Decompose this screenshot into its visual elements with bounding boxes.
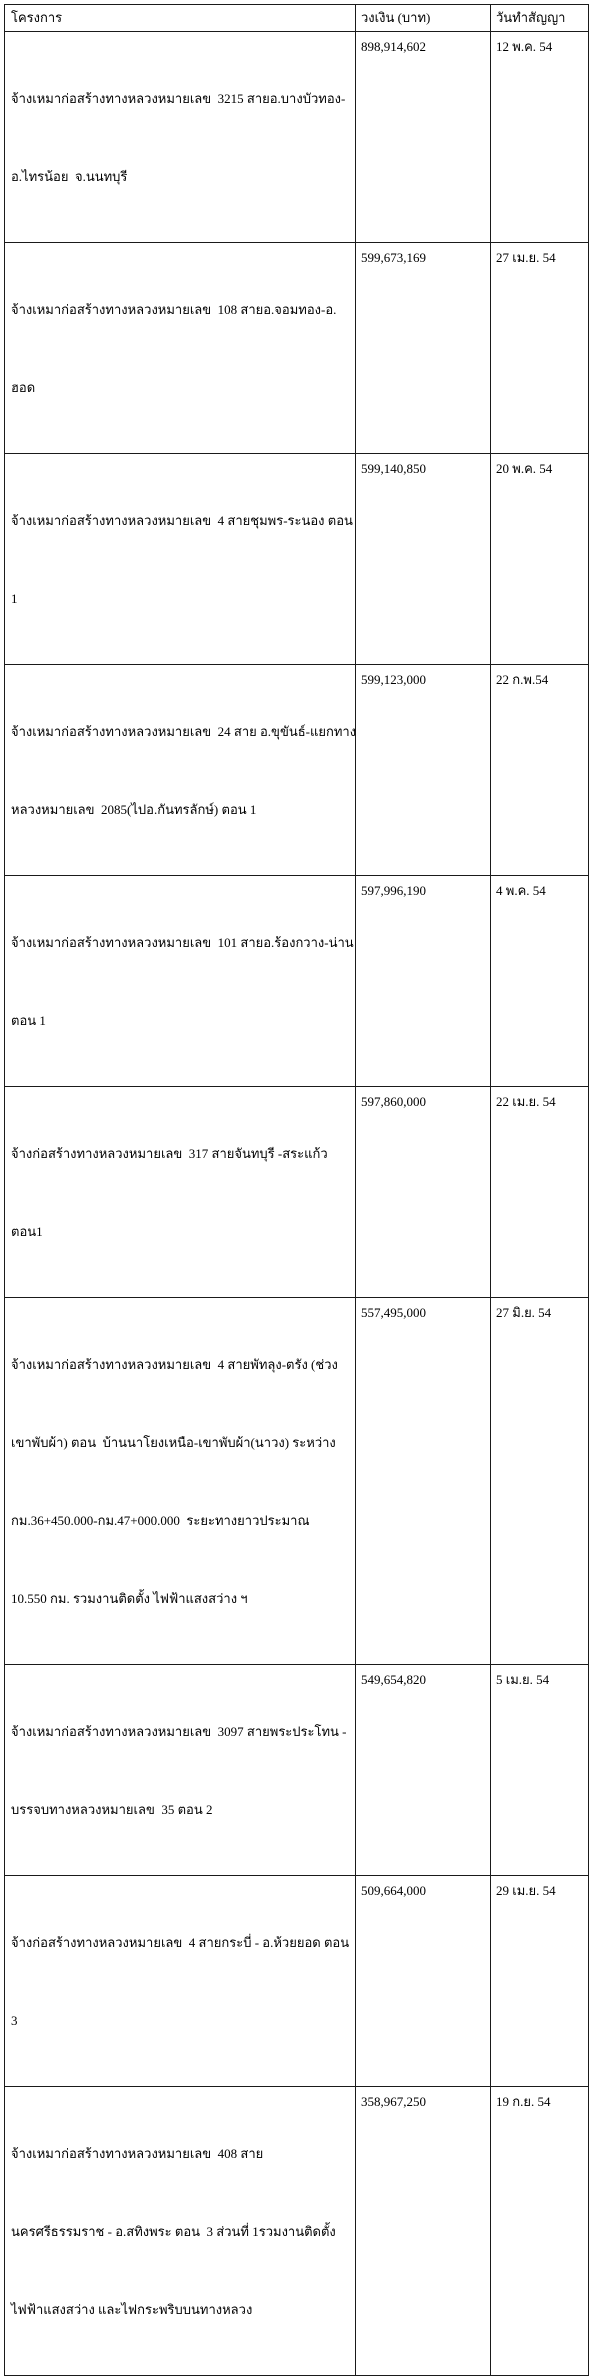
contract-date-cell: 20 พ.ค. 54 — [491, 454, 589, 665]
project-cell — [5, 2087, 356, 2376]
budget-cell: 597,860,000 — [356, 1087, 491, 1298]
budget-cell: 557,495,000 — [356, 1298, 491, 1665]
header-project: โครงการ — [5, 5, 356, 32]
project-cell — [5, 665, 356, 876]
project-cell — [5, 1665, 356, 1876]
header-contract-date: วันทำสัญญา — [491, 5, 589, 32]
budget-cell: 509,664,000 — [356, 1876, 491, 2087]
contract-date-cell: 12 พ.ค. 54 — [491, 32, 589, 243]
table-row — [5, 1298, 589, 1665]
project-line: ตอน1 — [11, 1224, 43, 1239]
contract-date-cell: 5 เม.ย. 54 — [491, 1665, 589, 1876]
project-line: จ้างเหมาก่อสร้างทางหลวงหมายเลข 3097 สายพระประโทน - — [11, 1724, 347, 1739]
table-row — [5, 665, 589, 876]
budget-cell: 599,140,850 — [356, 454, 491, 665]
project-line: จ้างเหมาก่อสร้างทางหลวงหมายเลข 408 สาย — [11, 2146, 264, 2161]
project-cell — [5, 454, 356, 665]
project-line: เขาพับผ้า) ตอน บ้านนาโยงเหนือ-เขาพับผ้า(นาวง) ระหว่าง — [11, 1435, 336, 1450]
project-cell — [5, 1298, 356, 1665]
project-line: 1 — [11, 591, 18, 606]
project-line: จ้างเหมาก่อสร้างทางหลวงหมายเลข 24 สาย อ.ขุขันธ์-แยกทาง — [11, 724, 357, 739]
table-row — [5, 243, 589, 454]
budget-cell: 599,673,169 — [356, 243, 491, 454]
contract-date-cell: 22 ก.พ.54 — [491, 665, 589, 876]
project-line: จ้างเหมาก่อสร้างทางหลวงหมายเลข 4 สายพัทลุง-ตรัง (ช่วง — [11, 1357, 338, 1372]
project-line: 10.550 กม. รวมงานติดตั้ง ไฟฟ้าแสงสว่าง ฯ — [11, 1591, 248, 1606]
table-row — [5, 1876, 589, 2087]
project-line: จ้างก่อสร้างทางหลวงหมายเลข 317 สายจันทบุรี -สระแก้ว — [11, 1146, 328, 1161]
table-row — [5, 876, 589, 1087]
project-cell — [5, 876, 356, 1087]
contract-date-cell: 19 ก.ย. 54 — [491, 2087, 589, 2376]
table-header-row — [5, 5, 589, 32]
project-line: จ้างก่อสร้างทางหลวงหมายเลข 4 สายกระบี่ - อ.ห้วยยอด ตอน — [11, 1935, 350, 1950]
contract-date-cell: 29 เม.ย. 54 — [491, 1876, 589, 2087]
project-cell — [5, 32, 356, 243]
budget-cell: 358,967,250 — [356, 2087, 491, 2376]
budget-cell: 898,914,602 — [356, 32, 491, 243]
contract-date-cell: 27 เม.ย. 54 — [491, 243, 589, 454]
table-row — [5, 1665, 589, 1876]
budget-cell: 549,654,820 — [356, 1665, 491, 1876]
project-line: จ้างเหมาก่อสร้างทางหลวงหมายเลข 108 สายอ.จอมทอง-อ. — [11, 302, 337, 317]
project-line: 3 — [11, 2013, 18, 2028]
project-line: นครศรีธรรมราช - อ.สทิงพระ ตอน 3 ส่วนที่ 1รวมงานติดตั้ง — [11, 2224, 336, 2239]
contract-date-cell: 27 มิ.ย. 54 — [491, 1298, 589, 1665]
project-line: ตอน 1 — [11, 1013, 46, 1028]
table-row — [5, 2087, 589, 2376]
project-line: กม.36+450.000-กม.47+000.000 ระยะทางยาวประมาณ — [11, 1513, 310, 1528]
budget-cell: 599,123,000 — [356, 665, 491, 876]
header-budget: วงเงิน (บาท) — [356, 5, 491, 32]
project-line: จ้างเหมาก่อสร้างทางหลวงหมายเลข 3215 สายอ.บางบัวทอง- — [11, 91, 346, 106]
table-row — [5, 1087, 589, 1298]
project-line: จ้างเหมาก่อสร้างทางหลวงหมายเลข 4 สายชุมพร-ระนอง ตอน — [11, 513, 353, 528]
project-line: อ.ไทรน้อย จ.นนทบุรี — [11, 169, 128, 184]
table-row — [5, 454, 589, 665]
project-cell — [5, 243, 356, 454]
budget-cell: 597,996,190 — [356, 876, 491, 1087]
project-line: หลวงหมายเลข 2085(ไปอ.กันทรลักษ์) ตอน 1 — [11, 802, 257, 817]
contract-date-cell: 22 เม.ย. 54 — [491, 1087, 589, 1298]
project-cell — [5, 1876, 356, 2087]
table-row — [5, 32, 589, 243]
project-line: บรรจบทางหลวงหมายเลข 35 ตอน 2 — [11, 1802, 213, 1817]
contract-date-cell: 4 พ.ค. 54 — [491, 876, 589, 1087]
project-line: ไฟฟ้าแสงสว่าง และไฟกระพริบบนทางหลวง — [11, 2302, 253, 2317]
project-line: ฮอด — [11, 380, 36, 395]
project-cell — [5, 1087, 356, 1298]
contracts-table — [4, 4, 589, 2376]
project-line: จ้างเหมาก่อสร้างทางหลวงหมายเลข 101 สายอ.ร้องกวาง-น่าน — [11, 935, 354, 950]
